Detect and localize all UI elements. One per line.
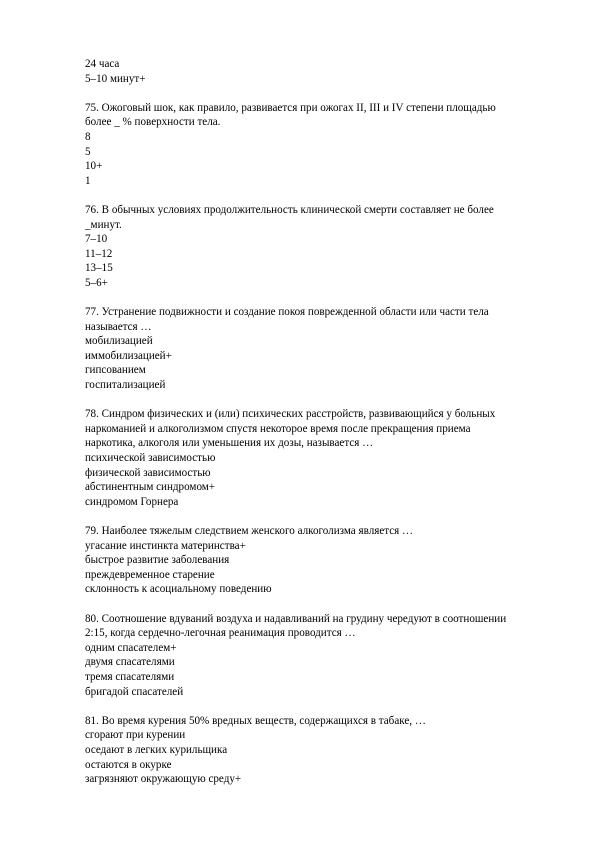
document-content xyxy=(85,57,545,787)
question-text: 79. Наиболее тяжелым следствием женского алкоголизма является … xyxy=(85,525,414,537)
question-text: 2:15, когда сердечно-легочная реанимация проводится … xyxy=(85,627,356,640)
answer-option: 5–6+ xyxy=(85,276,108,289)
answer-option: мобилизацией xyxy=(85,335,153,348)
answer-option: оседают в легких курильщика xyxy=(85,743,228,756)
answer-option: 8 xyxy=(85,130,91,143)
answer-option: двумя спасателями xyxy=(85,656,175,669)
answer-option: абстинентным синдромом+ xyxy=(85,481,216,494)
question-text: наркоманией и алкоголизмом спустя некоторое время после прекращения приема xyxy=(85,422,471,435)
paragraph-spacer xyxy=(85,597,545,612)
answer-option: одним спасателем+ xyxy=(85,641,177,654)
answer-option: психической зависимостью xyxy=(85,452,216,465)
answer-option: 5 xyxy=(85,145,91,158)
question-block xyxy=(85,203,545,291)
question-text: наркотика, алкоголя или уменьшения их дозы, называется … xyxy=(85,437,374,450)
question-text: 76. В обычных условиях продолжительность клинической смерти составляет не более xyxy=(85,203,494,216)
question-text: называется … xyxy=(85,320,152,333)
question-block xyxy=(85,524,545,597)
answer-option: 7–10 xyxy=(85,233,108,246)
answer-option: гипсованием xyxy=(85,364,146,377)
answer-option: загрязняют окружающую среду+ xyxy=(85,773,242,786)
answer-option: 10+ xyxy=(85,160,103,173)
question-text: 80. Соотношение вдуваний воздуха и надавливаний на грудину чередуют в соотношении xyxy=(85,612,507,625)
question-text: 75. Ожоговый шок, как правило, развивается при ожогах II, III и IV степени площадью xyxy=(85,101,496,114)
paragraph-spacer xyxy=(85,86,545,101)
paragraph-spacer xyxy=(85,188,545,203)
answer-option: физической зависимостью xyxy=(85,466,211,479)
answer-option: бригадой спасателей xyxy=(85,685,184,698)
answer-option: склонность к асоциальному поведению xyxy=(85,583,272,596)
question-text: _минут. xyxy=(85,218,122,231)
answer-option: 11–12 xyxy=(85,247,113,260)
question-text: 77. Устранение подвижности и создание покоя поврежденной области или части тела xyxy=(85,306,489,319)
paragraph-spacer xyxy=(85,393,545,408)
answer-option: синдромом Горнера xyxy=(85,495,179,508)
question-block xyxy=(85,612,545,700)
answer-option: 13–15 xyxy=(85,262,113,275)
answer-option: иммобилизацией+ xyxy=(85,349,172,362)
question-text: более _ % поверхности тела. xyxy=(85,116,221,129)
question-text: 78. Синдром физических и (или) психических расстройств, развивающийся у больных xyxy=(85,408,496,421)
answer-option: 1 xyxy=(85,174,91,187)
paragraph-spacer xyxy=(85,699,545,714)
question-block xyxy=(85,101,545,189)
intro-answers xyxy=(85,57,545,86)
question-block xyxy=(85,407,545,509)
paragraph-spacer xyxy=(85,291,545,306)
answer-option: быстрое развитие заболевания xyxy=(85,554,230,567)
answer-option: 24 часа xyxy=(85,58,120,70)
answer-option: тремя спасателями xyxy=(85,670,175,683)
question-block xyxy=(85,714,545,787)
answer-option: госпитализацией xyxy=(85,379,166,392)
question-text: 81. Во время курения 50% вредных веществ, содержащихся в табаке, … xyxy=(85,714,426,727)
answer-option: угасание инстинкта материнства+ xyxy=(85,539,246,552)
answer-option: преждевременное старение xyxy=(85,568,215,581)
question-block xyxy=(85,305,545,393)
paragraph-spacer xyxy=(85,509,545,524)
answer-option: остаются в окурке xyxy=(85,758,172,771)
answer-option: 5–10 минут+ xyxy=(85,72,146,85)
answer-option: сгорают при курении xyxy=(85,729,186,742)
